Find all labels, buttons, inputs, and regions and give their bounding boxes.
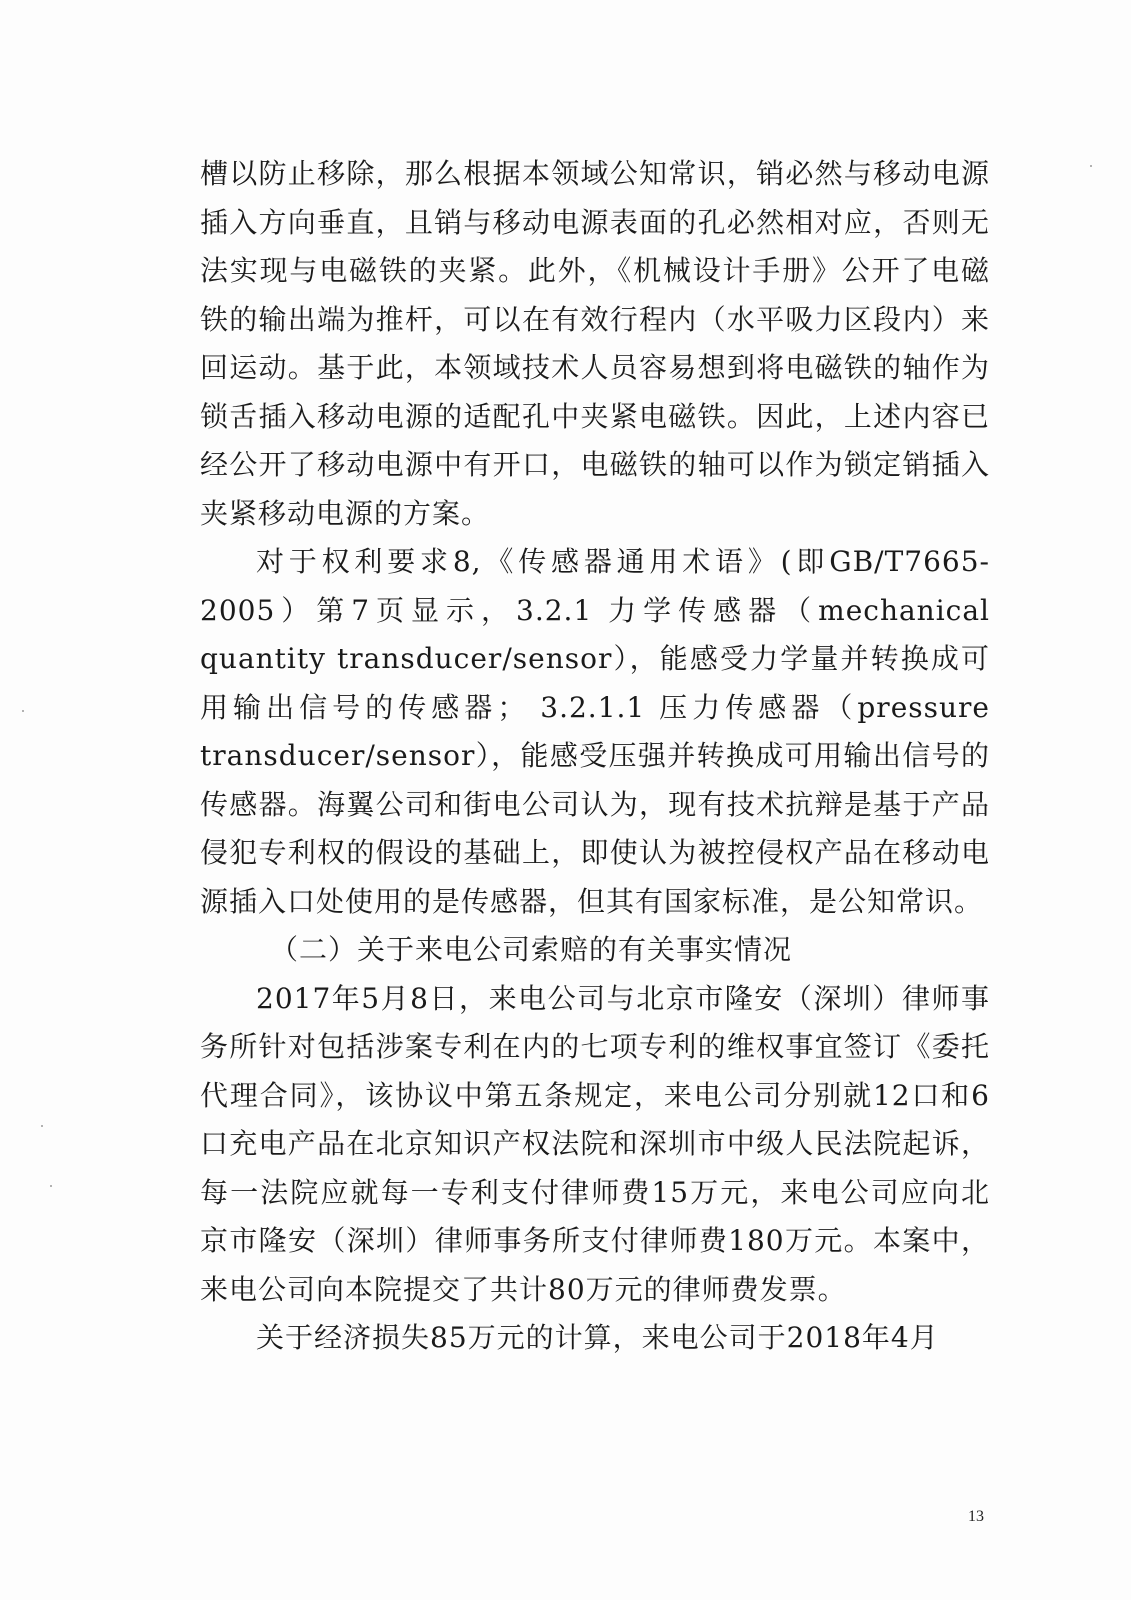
section-heading: （二）关于来电公司索赔的有关事实情况 <box>270 933 793 966</box>
paragraph-contract: 2017年5月8日，来电公司与北京市隆安（深圳）律师事务所针对包括涉案专利在内的七项专利的维权事宜签订《委托代理合同》，该协议中第五条规定，来电公司分别就12口和6口充电产品在北京知识产权法院和深圳市中级人民法院起诉，每一法院应就每一专利支付律师费15万元，来电公司应向北京市隆安（深圳）律师事务所支付律师费180万元。本案中，来电公司向本院提交了共计80万元的律师费发票。 <box>200 981 990 1306</box>
scan-speck <box>50 1185 52 1187</box>
scan-speck <box>41 1125 43 1127</box>
paragraph-continuation: 槽以防止移除，那么根据本领域公知常识，销必然与移动电源插入方向垂直，且销与移动电源表面的孔必然相对应，否则无法实现与电磁铁的夹紧。此外，《机械设计手册》公开了电磁铁的输出端为推杆，可以在有效行程内（水平吸力区段内）来回运动。基于此，本领域技术人员容易想到将电磁铁的轴作为锁舌插入移动电源的适配孔中夹紧电磁铁。因此，上述内容已经公开了移动电源中有开口，电磁铁的轴可以作为锁定销插入夹紧移动电源的方案。 <box>200 157 990 530</box>
scan-speck <box>22 710 24 712</box>
paragraph-claim-8: 对于权利要求8,《传感器通用术语》(即GB/T7665-2005）第7页显示，3.2.1 力学传感器（mechanical quantity transducer/sensor），能感受力学量并转换成可用输出信号的传感器； 3.2.1.1 压力传感器（pressure transducer/sensor），能感受压强并转换成可用输出信号的传感器。海翼公司和街电公司认为，现有技术抗辩是基于产品侵犯专利权的假设的基础上，即使认为被控侵权产品在移动电源插入口处使用的是传感器，但其有国家标准，是公知常识。 <box>200 545 990 918</box>
page-number: 13 <box>968 1508 984 1525</box>
scan-speck <box>1090 165 1092 167</box>
body-text <box>200 150 990 1363</box>
paragraph-loss: 关于经济损失85万元的计算，来电公司于2018年4月 <box>256 1321 939 1354</box>
